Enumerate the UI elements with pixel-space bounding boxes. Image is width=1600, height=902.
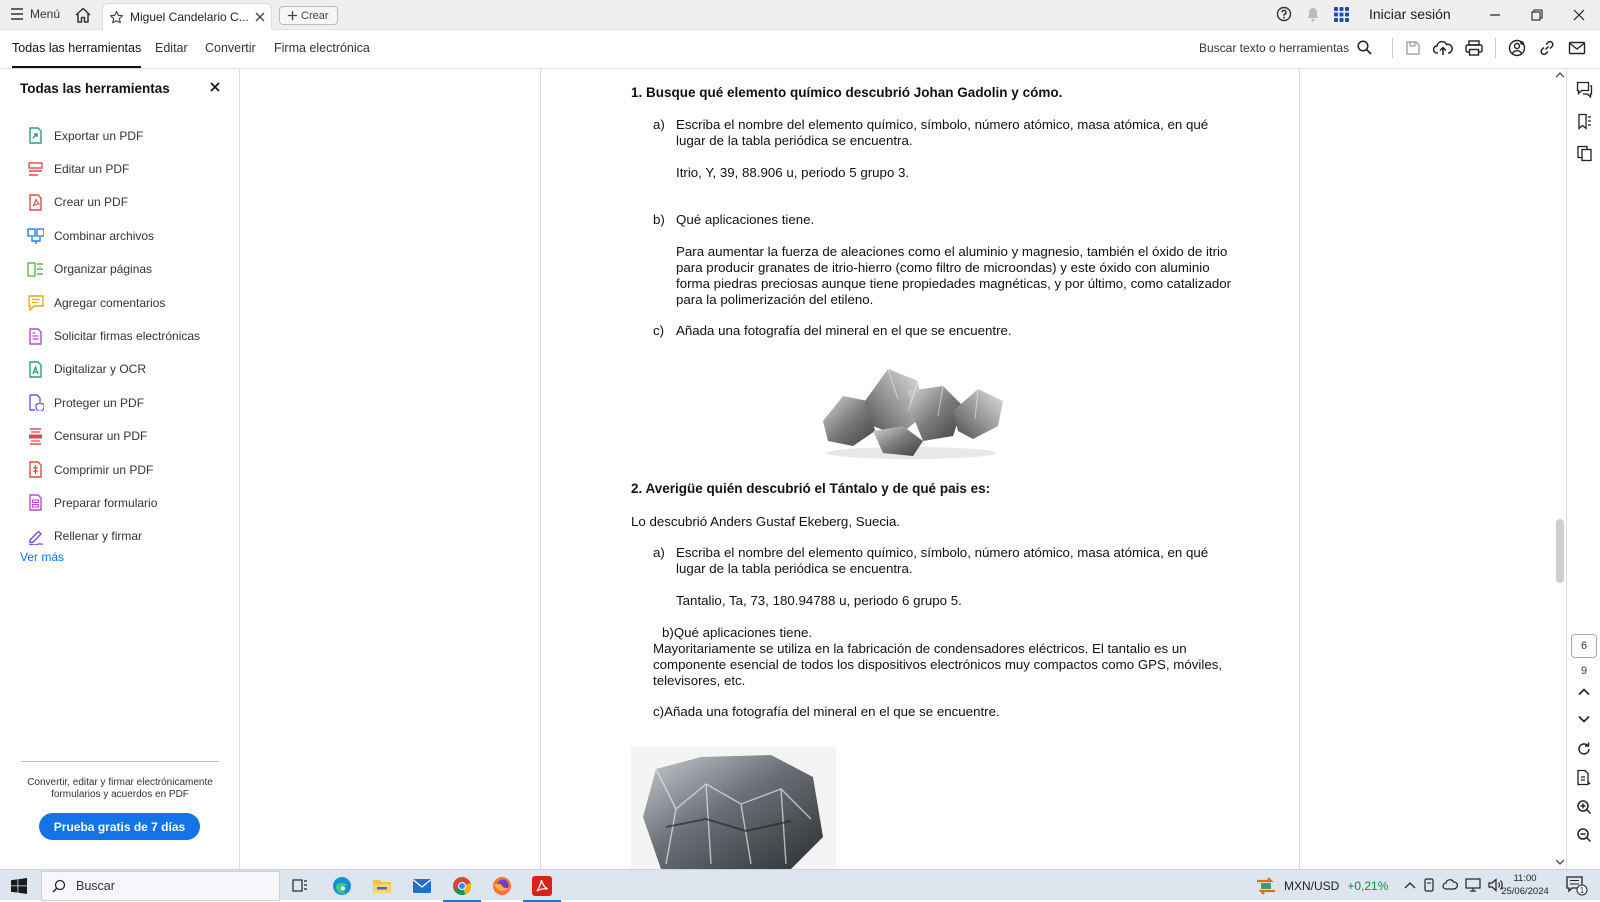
tool-item-edit-pdf[interactable]	[27, 152, 200, 185]
list-marker: c)	[653, 323, 665, 338]
notification-center-button[interactable]	[1566, 876, 1588, 896]
bookmarks-icon[interactable]	[1576, 113, 1593, 130]
apps-grid-icon[interactable]	[1334, 7, 1349, 22]
question-1b-text: Qué aplicaciones tiene.	[676, 212, 815, 227]
scrollbar-thumb[interactable]	[1556, 519, 1564, 583]
promo-text: Convertir, editar y firmar electrónicamente formularios y acuerdos en PDF	[27, 777, 213, 800]
share-user-icon[interactable]	[1508, 39, 1526, 57]
menu-label: Menú	[30, 7, 61, 21]
firefox-icon[interactable]	[489, 874, 515, 898]
search-tools-button[interactable]	[1199, 40, 1372, 55]
fill-sign-icon	[27, 528, 44, 545]
tool-item-compress-pdf[interactable]	[27, 453, 200, 486]
tool-item-label: Combinar archivos	[54, 228, 155, 243]
tool-item-redact-pdf[interactable]	[27, 420, 200, 453]
tool-item-label: Solicitar firmas electrónicas	[54, 329, 201, 344]
clock-time: 11:00	[1513, 873, 1537, 884]
ticker-label: MXN/USD	[1284, 879, 1340, 893]
file-explorer-icon[interactable]	[369, 874, 395, 898]
toolbar-divider	[1495, 38, 1496, 58]
question-2b-answer: Mayoritariamente se utiliza en la fabricación de condensadores eléctricos. El tantalio es un componente esencial de todos los dispositivos electrónicos muy compactos como GPS, móviles, televisores, etc.	[653, 641, 1223, 688]
redact-pdf-icon	[27, 428, 44, 445]
list-marker: a)	[653, 117, 665, 132]
email-icon[interactable]	[1568, 40, 1586, 56]
question-2-heading: 2. Averigüe quién descubrió el Tántalo y de qué pais es:	[631, 481, 991, 496]
search-icon	[1357, 40, 1372, 55]
tool-item-label: Crear un PDF	[54, 195, 129, 210]
save-icon[interactable]	[1405, 40, 1421, 56]
zoom-in-icon[interactable]	[1576, 799, 1592, 815]
panel-title: Todas las herramientas	[20, 81, 170, 96]
tool-item-label: Agregar comentarios	[54, 295, 166, 310]
tool-item-add-comment[interactable]	[27, 286, 200, 319]
sign-in-button[interactable]: Iniciar sesión	[1369, 6, 1451, 22]
scan-ocr-icon	[27, 361, 44, 378]
tool-item-label: Proteger un PDF	[54, 395, 145, 410]
menu-bar	[0, 30, 1600, 69]
currency-ticker-widget[interactable]	[1256, 877, 1388, 895]
mail-icon[interactable]	[409, 874, 435, 898]
upload-cloud-icon[interactable]	[1433, 40, 1453, 56]
rotate-icon[interactable]	[1576, 741, 1592, 757]
close-panel-icon[interactable]	[210, 82, 220, 92]
comments-panel-icon[interactable]	[1576, 81, 1593, 98]
help-icon[interactable]	[1276, 6, 1292, 22]
edge-browser-icon[interactable]	[329, 874, 355, 898]
prepare-form-icon	[27, 494, 44, 511]
show-hidden-icons-chevron-icon[interactable]	[1404, 880, 1416, 890]
tool-item-combine-files[interactable]	[27, 219, 200, 252]
notification-icon	[1566, 876, 1588, 896]
minimize-button[interactable]	[1474, 0, 1516, 30]
tool-item-label: Preparar formulario	[54, 495, 158, 510]
system-tray	[1404, 878, 1504, 892]
close-tab-icon[interactable]	[255, 12, 265, 22]
tab-all-tools[interactable]: Todas las herramientas	[12, 41, 142, 55]
vertical-scrollbar[interactable]	[1554, 69, 1566, 869]
tool-item-create-pdf[interactable]	[27, 186, 200, 219]
yttrium-mineral-photo	[813, 361, 1009, 465]
network-icon[interactable]	[1465, 878, 1481, 892]
tool-item-request-signature[interactable]	[27, 319, 200, 352]
tool-item-export-pdf[interactable]	[27, 119, 200, 152]
tool-item-label: Rellenar y firmar	[54, 529, 143, 544]
tool-item-protect-pdf[interactable]	[27, 386, 200, 419]
hamburger-icon	[10, 8, 24, 20]
tab-edit[interactable]: Editar	[155, 41, 188, 55]
device-icon[interactable]	[1423, 878, 1435, 892]
tool-item-scan-ocr[interactable]	[27, 353, 200, 386]
title-bar	[0, 0, 1600, 30]
tool-item-label: Editar un PDF	[54, 162, 130, 177]
question-1a-answer: Itrio, Y, 39, 88.906 u, periodo 5 grupo 3.	[676, 165, 910, 180]
current-page-input[interactable]: 6	[1571, 634, 1597, 658]
chrome-icon[interactable]	[449, 874, 475, 898]
restore-button[interactable]	[1516, 0, 1558, 30]
tool-item-label: Exportar un PDF	[54, 128, 144, 143]
page-thumbnails-icon[interactable]	[1576, 145, 1593, 162]
combine-files-icon	[27, 227, 44, 244]
next-page-icon[interactable]	[1576, 711, 1592, 727]
taskbar-search-box[interactable]	[41, 871, 280, 901]
request-signature-icon	[27, 328, 44, 345]
question-2c-text: c)Añada una fotografía del mineral en el que se encuentre.	[653, 704, 1000, 719]
question-2a-text: Escriba el nombre del elemento químico, símbolo, número atómico, masa atómica, en qué lugar de la tabla periódica se encuentra.	[676, 545, 1209, 576]
taskbar	[0, 869, 1600, 900]
search-icon	[52, 879, 66, 893]
organize-pages-icon	[27, 261, 44, 278]
create-pdf-icon	[27, 194, 44, 211]
tool-item-label: Digitalizar y OCR	[54, 362, 147, 377]
scroll-up-arrow-icon[interactable]	[1556, 72, 1564, 78]
system-clock[interactable]	[1495, 872, 1555, 898]
link-icon[interactable]	[1538, 39, 1556, 57]
tools-list	[27, 119, 200, 553]
plus-icon	[288, 11, 297, 20]
create-button[interactable]	[279, 6, 338, 25]
tab-e-signature[interactable]: Firma electrónica	[274, 41, 370, 55]
tantalum-mineral-photo	[631, 747, 836, 869]
notifications-icon[interactable]	[1306, 6, 1320, 22]
ticker-change: +0,21%	[1347, 879, 1389, 893]
question-1b-answer: Para aumentar la fuerza de aleaciones como el aluminio y magnesio, también el óxido de itrio para producir granates de itrio-hierro (como filtro de microondas) y este óxido con aluminio forma piedras preciosas aunque tiene propiedades magnéticas, y por último, como catalizador para la polimerización del etileno.	[676, 244, 1232, 307]
document-viewer[interactable]	[240, 69, 1566, 869]
question-1-heading: 1. Busque qué elemento químico descubrió Johan Gadolin y cómo.	[631, 85, 1063, 100]
tool-item-label: Censurar un PDF	[54, 429, 148, 444]
taskbar-search-placeholder: Buscar	[76, 879, 115, 893]
tools-panel	[0, 69, 240, 869]
clock-date: 25/06/2024	[1501, 886, 1549, 897]
tool-item-prepare-form[interactable]	[27, 486, 200, 519]
print-icon[interactable]	[1465, 40, 1483, 56]
tool-item-organize-pages[interactable]	[27, 253, 200, 286]
menu-button[interactable]	[10, 7, 60, 21]
home-icon[interactable]	[74, 6, 92, 24]
tool-item-label: Comprimir un PDF	[54, 462, 154, 477]
close-window-button[interactable]	[1558, 0, 1600, 30]
task-view-icon[interactable]	[287, 874, 313, 898]
notification-count: 1	[1579, 886, 1585, 895]
export-pdf-icon	[27, 127, 44, 144]
question-2b-text: b)Qué aplicaciones tiene.	[662, 625, 813, 640]
question-1a-text: Escriba el nombre del elemento químico, símbolo, número atómico, masa atómica, en qué lugar de la tabla periódica se encuentra.	[676, 117, 1209, 148]
scroll-down-arrow-icon[interactable]	[1556, 859, 1564, 865]
tool-item-label: Organizar páginas	[54, 262, 153, 277]
tool-item-fill-sign[interactable]	[27, 520, 200, 553]
compress-pdf-icon	[27, 461, 44, 478]
currency-exchange-icon	[1256, 877, 1276, 895]
windows-start-icon[interactable]	[11, 878, 27, 894]
total-pages: 9	[1580, 665, 1588, 677]
close-icon	[1573, 9, 1585, 21]
search-tools-label: Buscar texto o herramientas	[1199, 40, 1350, 55]
question-2a-answer: Tantalio, Ta, 73, 180.94788 u, periodo 6 grupo 5.	[676, 593, 962, 608]
star-icon[interactable]	[109, 10, 124, 25]
tab-convert[interactable]: Convertir	[205, 41, 256, 55]
previous-page-icon[interactable]	[1576, 684, 1592, 700]
right-rail	[1566, 69, 1600, 869]
add-comment-icon	[27, 294, 44, 311]
question-1c-text: Añada una fotografía del mineral en el que se encuentre.	[676, 323, 1012, 338]
protect-pdf-icon	[27, 394, 44, 411]
acrobat-icon[interactable]	[529, 874, 555, 898]
restore-icon	[1531, 9, 1543, 21]
page-fit-icon[interactable]	[1576, 769, 1592, 786]
create-label: Crear	[301, 9, 329, 22]
list-marker: a)	[653, 545, 665, 560]
onedrive-cloud-icon[interactable]	[1442, 879, 1458, 891]
see-more-link[interactable]: Ver más	[20, 550, 65, 564]
free-trial-button[interactable]: Prueba gratis de 7 días	[39, 813, 200, 840]
document-tab[interactable]	[102, 3, 272, 30]
toolbar-divider	[1392, 38, 1393, 58]
tab-title: Miguel Candelario C...	[130, 10, 249, 24]
panel-divider	[21, 761, 219, 762]
zoom-out-icon[interactable]	[1576, 827, 1592, 843]
list-marker: b)	[653, 212, 665, 227]
edit-pdf-icon	[27, 161, 44, 178]
minimize-icon	[1489, 9, 1501, 21]
pdf-page	[540, 69, 1300, 869]
question-2-answer: Lo descubrió Anders Gustaf Ekeberg, Suecia.	[631, 514, 901, 529]
